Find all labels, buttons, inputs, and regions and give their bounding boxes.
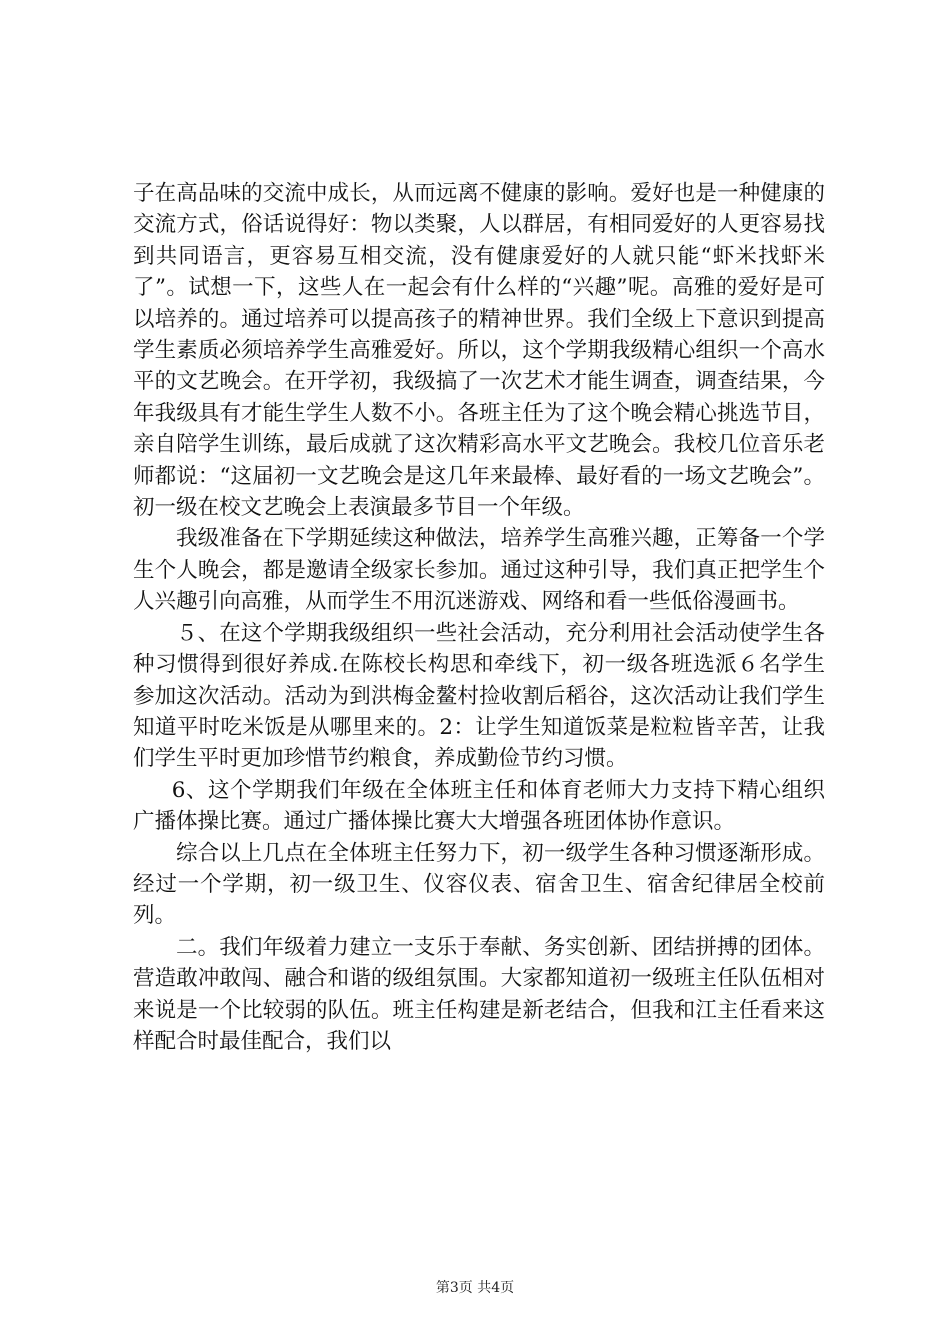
paragraph-3: ５、在这个学期我级组织一些社会活动，充分利用社会活动使学生各种习惯得到很好养成.在陈校长构思和牵线下，初一级各班选派６名学生参加这次活动。活动为到洪梅金鳌村捡收割后稻谷，这次活动让我们学生知道平时吃米饭是从哪里来的。2：让学生知道饭菜是粒粒皆辛苦，让我们学生平时更加珍惜节约粮食，养成勤俭节约习惯。: [133, 620, 825, 772]
page-footer: 第3页 共4页: [435, 1280, 515, 1296]
paragraph-1: 子在高品味的交流中成长，从而远离不健康的影响。爱好也是一种健康的交流方式，俗话说得好：物以类聚，人以群居，有相同爱好的人更容易找到共同语言，更容易互相交流，没有健康爱好的人就只能“虾米找虾米了”。试想一下，这些人在一起会有什么样的“兴趣”呢。高雅的爱好是可以培养的。通过培养可以提高孩子的精神世界。我们全级上下意识到提高学生素质必须培养学生高雅爱好。所以，这个学期我级精心组织一个高水平的文艺晚会。在开学初，我级搞了一次艺术才能生调查，调查结果，今年我级具有才能生学生人数不小。各班主任为了这个晚会精心挑选节目，亲自陪学生训练，最后成就了这次精彩高水平文艺晚会。我校几位音乐老师都说：“这届初一文艺晚会是这几年来最棒、最好看的一场文艺晚会”。初一级在校文艺晚会上表演最多节目一个年级。: [133, 181, 825, 521]
paragraph-4: 6、这个学期我们年级在全体班主任和体育老师大力支持下精心组织广播体操比赛。通过广播体操比赛大大增强各班团体协作意识。: [133, 777, 825, 835]
paragraph-2: 我级准备在下学期延续这种做法，培养学生高雅兴趣，正筹备一个学生个人晚会，都是邀请全级家长参加。通过这种引导，我们真正把学生个人兴趣引向高雅，从而学生不用沉迷游戏、网络和看一些低俗漫画书。: [133, 526, 825, 615]
paragraph-5: 综合以上几点在全体班主任努力下，初一级学生各种习惯逐渐形成。经过一个学期，初一级卫生、仪容仪表、宿舍卫生、宿舍纪律居全校前列。: [133, 840, 825, 929]
document-body: [133, 178, 825, 1057]
paragraph-6: 二。我们年级着力建立一支乐于奉献、务实创新、团结拼搏的团体。营造敢冲敢闯、融合和谐的级组氛围。大家都知道初一级班主任队伍相对来说是一个比较弱的队伍。班主任构建是新老结合，但我和江主任看来这样配合时最佳配合，我们以: [133, 934, 825, 1054]
